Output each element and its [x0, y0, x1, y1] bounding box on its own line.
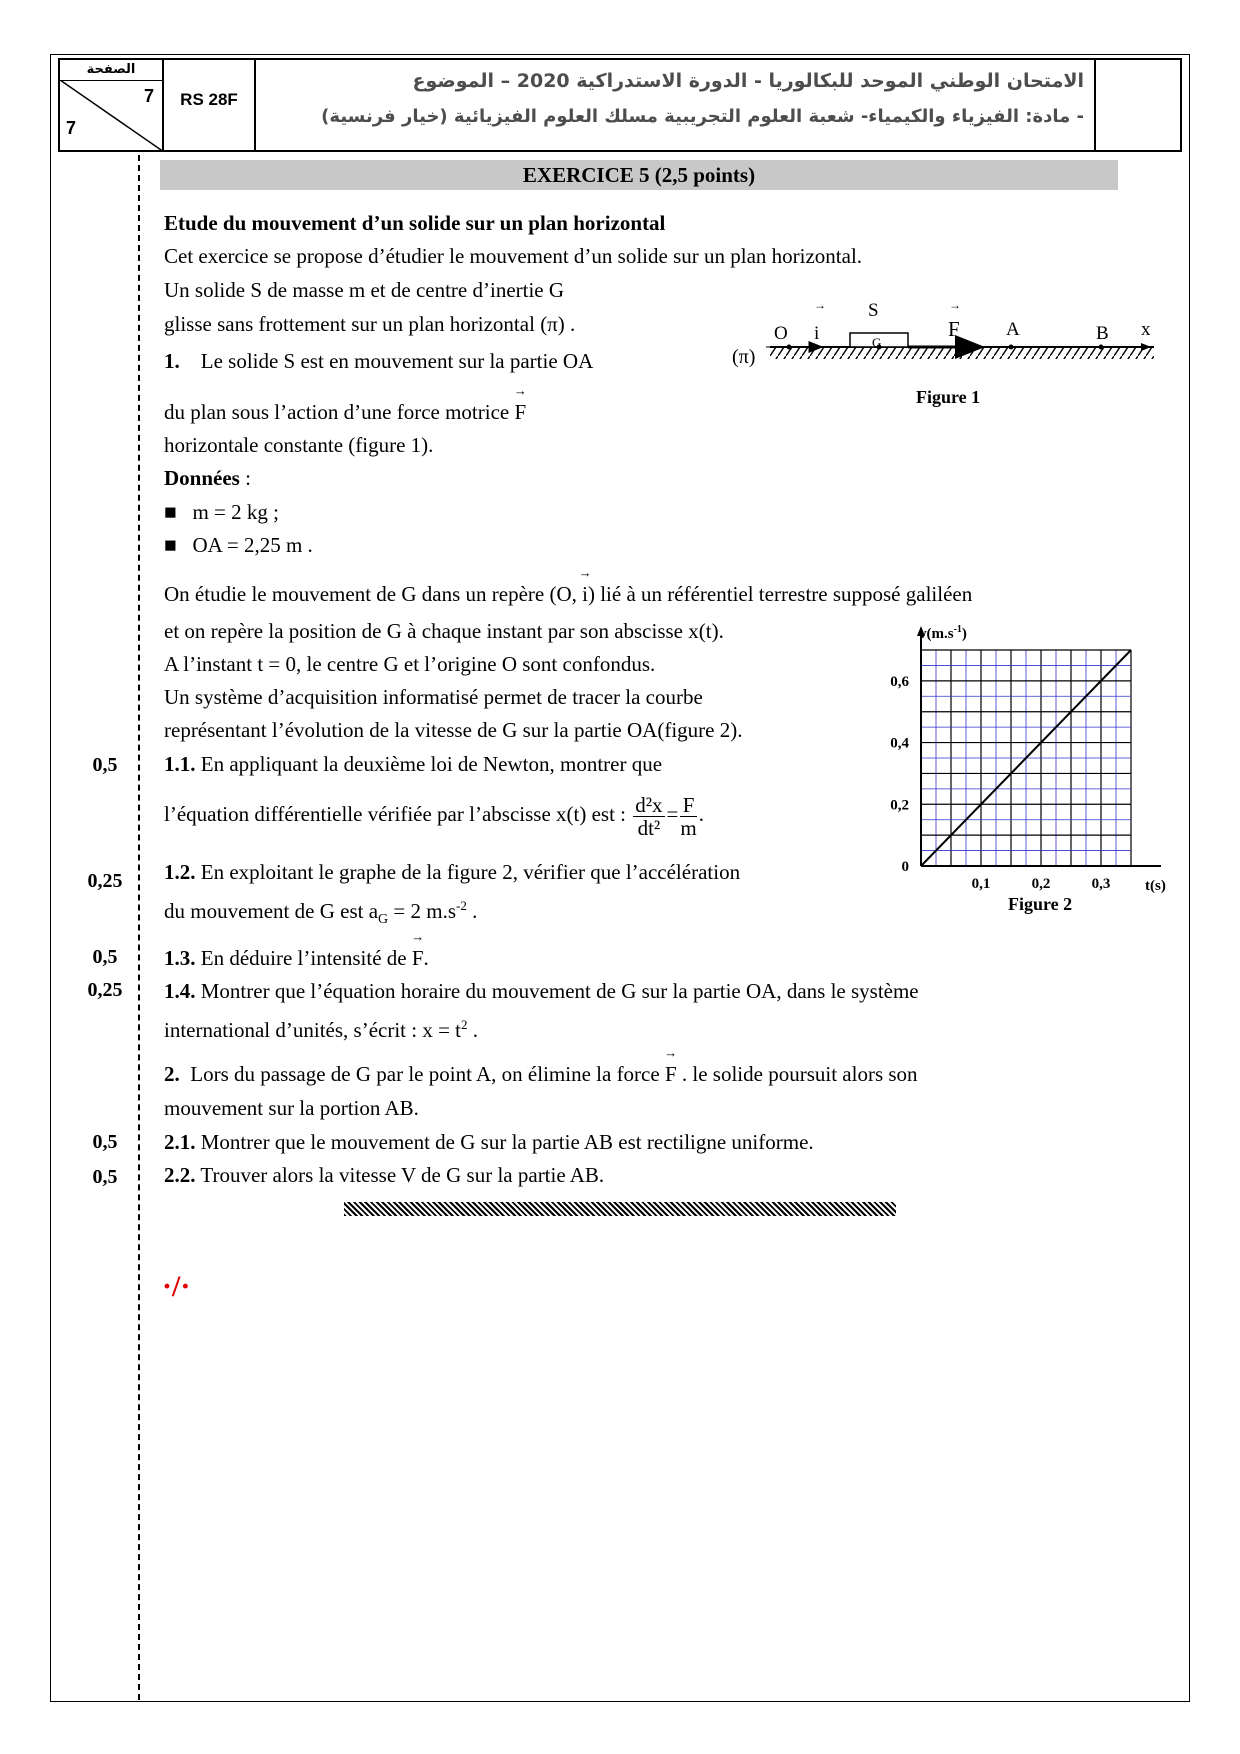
text-line: glisse sans frottement sur un plan horizontal (π) . [164, 312, 576, 336]
label-b: B [1096, 323, 1109, 344]
exam-header [58, 58, 1182, 152]
exam-title-line2: - مادة: الفيزياء والكيمياء- شعبة العلوم التجريبية مسلك العلوم الفيزيائية (خيار فرنسية) [321, 106, 1084, 127]
acceleration-text: du mouvement de G est $a_G = 2$ $m.s^{-2}$ . [164, 898, 478, 928]
x-tick-label: 0,3 [1091, 876, 1111, 892]
label-f: F [948, 317, 960, 341]
y-tick-label: 0,6 [890, 673, 909, 690]
differential-equation: l’équation différentielle vérifiée par l’abscisse x(t) est : $\frac{\text{d²x}}{\text{dt²}}$ = $\frac{F}{m}$ . [164, 792, 704, 840]
page-current: 7 [143, 86, 154, 106]
question-1-3: 1.3. En déduire l’intensité de → F. [164, 946, 429, 970]
text-line: mouvement sur la portion AB. [164, 1096, 419, 1120]
points-value: 0,5 [92, 754, 118, 776]
exam-title-line1: الامتحان الوطني الموحد للبكالوريا - الدورة الاستدراكية 2020 – الموضوع [412, 70, 1084, 92]
figure-1-caption: Figure 1 [916, 387, 981, 407]
end-separator [344, 1202, 896, 1216]
code-box [164, 60, 256, 150]
repere-text: On étudie le mouvement de G dans un repère (O, → i) lié à un référentiel terrestre supposé galiléen [164, 582, 972, 606]
y-tick-label: 0,2 [890, 797, 909, 814]
points-value: 0,25 [87, 979, 123, 1001]
vector-arrow-symbol: → [814, 298, 826, 312]
label-i: i [814, 323, 820, 344]
question-1-4: 1.4. Montrer que l’équation horaire du mouvement de G sur la partie OA, dans le système [164, 979, 919, 1003]
text-line: A l’instant t = 0, le centre G et l’origine O sont confondus. [164, 652, 656, 676]
donnees-label: Données : [164, 466, 251, 490]
question-2: 2. Lors du passage de G par le point A, on élimine la force → F . le solide poursuit alors son [164, 1062, 918, 1086]
question-2-1: 2.1. Montrer que le mouvement de G sur la partie AB est rectiligne uniforme. [164, 1130, 814, 1154]
exercise-title: EXERCICE 5 (2,5 points) [160, 160, 1118, 190]
text-line: et on repère la position de G à chaque instant par son abscisse x(t). [164, 619, 724, 643]
end-mark: ·/· [162, 1270, 191, 1303]
question-2-2: 2.2. Trouver alors la vitesse V de G sur la partie AB. [164, 1163, 605, 1187]
text-line: Un système d’acquisition informatisé permet de tracer la courbe [164, 685, 703, 709]
figure-2-chart [880, 620, 1190, 950]
point-a [1009, 345, 1014, 350]
question-1-2: 1.2. En exploitant le graphe de la figure 2, vérifier que l’accélération [164, 860, 741, 884]
text-line: du plan sous l’action d’une force motrice → F [164, 400, 526, 424]
label-a: A [1006, 319, 1020, 340]
page-number-box [60, 60, 164, 150]
figure-2-caption: Figure 2 [1008, 894, 1073, 914]
hourly-equation: international d’unités, s’écrit : $x = t^2$ . [164, 1017, 479, 1042]
y-axis-label: $v(m.s^{-1})$ [919, 624, 967, 642]
text-line: Un solide S de masse m et de centre d’inertie G [164, 278, 565, 302]
y-tick-label: 0,4 [890, 735, 909, 752]
force-vector: → F [514, 400, 526, 424]
y-tick-label: 0 [901, 859, 909, 875]
exam-code: RS 28F [180, 90, 238, 109]
intro-text: Cet exercice se propose d’étudier le mouvement d’un solide sur un plan horizontal. [164, 244, 863, 268]
label-g: G [872, 335, 882, 350]
vector-arrow-symbol: → [949, 298, 961, 312]
margin-line [138, 155, 140, 1700]
figure-1 [730, 296, 1170, 416]
points-value: 0,5 [92, 1131, 118, 1153]
data-item: ■ OA = 2,25 m . [164, 533, 313, 557]
exercise-subtitle: Etude du mouvement d’un solide sur un plan horizontal [164, 211, 666, 235]
question-1-1: 1.1. En appliquant la deuxième loi de Newton, montrer que [164, 752, 663, 776]
text-line: représentant l’évolution de la vitesse de G sur la partie OA(figure 2). [164, 718, 743, 742]
label-s: S [868, 300, 879, 321]
question-1: 1. Le solide S est en mouvement sur la partie OA [164, 349, 594, 373]
plane-hatching [770, 347, 1154, 359]
label-x: x [1141, 319, 1151, 340]
points-value: 0,25 [87, 870, 123, 892]
label-o: O [774, 323, 788, 344]
point-o [787, 345, 792, 350]
x-axis-label: t(s) [1145, 878, 1166, 894]
page-label: الصفحة [86, 62, 136, 77]
title-box [256, 60, 1096, 150]
point-b [1099, 345, 1104, 350]
page-total: 7 [66, 118, 77, 138]
label-pi: (π) [732, 346, 756, 368]
text-line: horizontale constante (figure 1). [164, 433, 434, 457]
x-tick-label: 0,2 [1031, 876, 1051, 892]
x-tick-label: 0,1 [971, 876, 991, 892]
data-item: ■ m = 2 kg ; [164, 500, 279, 524]
points-value: 0,5 [92, 946, 118, 968]
blank-box [1096, 60, 1180, 150]
points-value: 0,5 [92, 1166, 118, 1188]
